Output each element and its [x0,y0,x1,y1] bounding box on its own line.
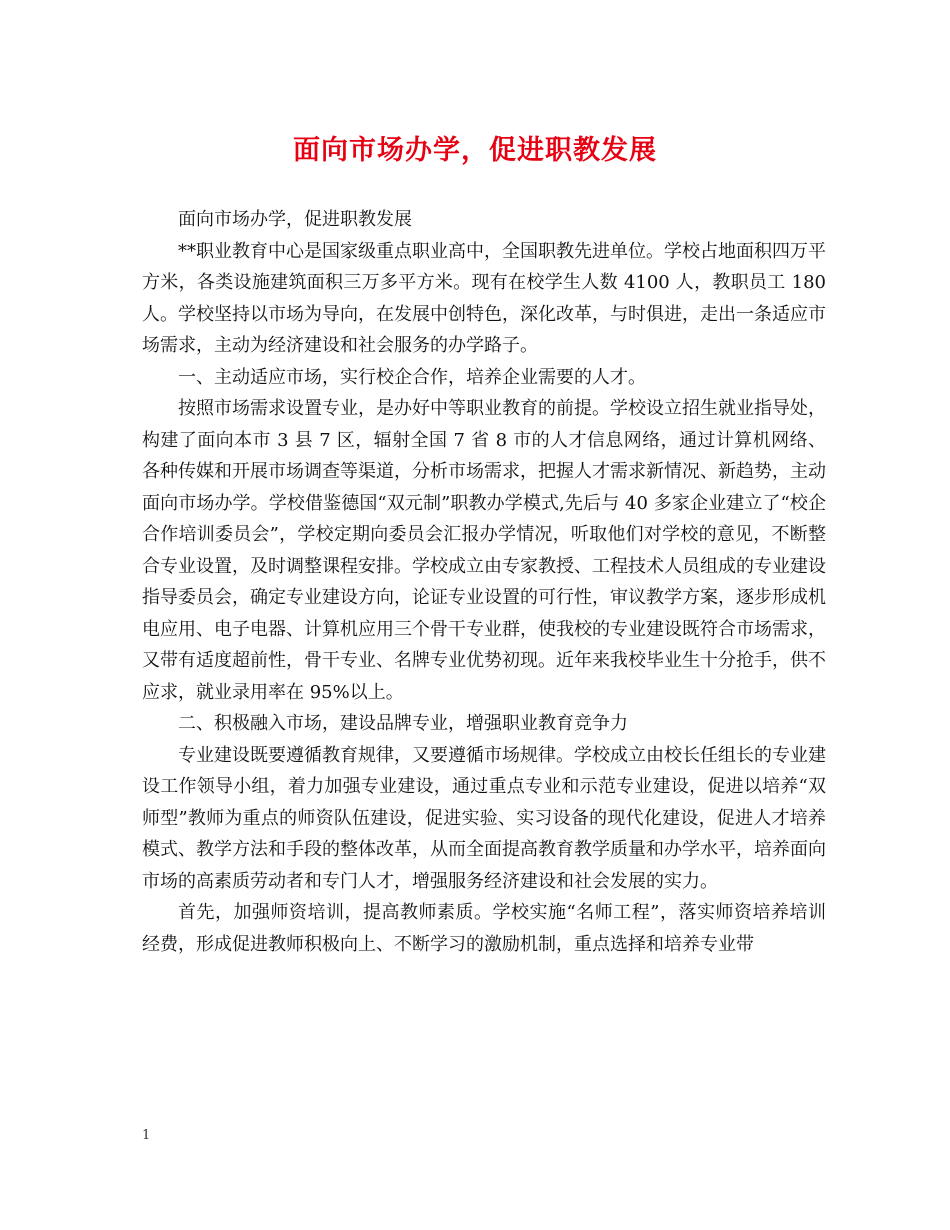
section-heading-1: 一、主动适应市场，实行校企合作，培养企业需要的人才。 [178,366,646,388]
document-title: 面向市场办学，促进职教发展 [293,135,657,166]
paragraph-section-2: 专业建设既要遵循教育规律，又要遵循市场规律。学校成立由校长任组长的专业建设工作领导小组，着力加强专业建设，通过重点专业和示范专业建设，促进以培养“双师型”教师为重点的师资队伍建设，促进实验、实习设备的现代化建设，促进人才培养模式、教学方法和手段的整体改革，从而全面提高教育教学质量和办学水平，培养面向市场的高素质劳动者和专门人才，增强服务经济建设和社会发展的实力。 [142,744,826,892]
paragraph-section-2-continued: 首先，加强师资培训，提高教师素质。学校实施“名师工程”，落实师资培养培训经费，形成促进教师积极向上、不断学习的激励机制，重点选择和培养专业带 [142,902,826,955]
paragraph-heading: 面向市场办学，促进职教发展 [178,209,412,230]
section-heading-2: 二、积极融入市场，建设品牌专业，增强职业教育竞争力 [178,713,628,734]
paragraph-section-1: 按照市场需求设置专业，是办好中等职业教育的前提。学校设立招生就业指导处，构建了面向本市 3 县 7 区，辐射全国 7 省 8 市的人才信息网络，通过计算机网络、各种传媒和开展市场调查等渠道，分析市场需求，把握人才需求新情况、新趋势，主动面向市场办学。学校借鉴德国“双元制”职教办学模式,先后与 40 多家企业建立了“校企合作培训委员会”，学校定期向委员会汇报办学情况，听取他们对学校的意见，不断整合专业设置，及时调整课程安排。学校成立由专家教授、工程技术人员组成的专业建设指导委员会，确定专业建设方向，论证专业设置的可行性，审议教学方案，逐步形成机电应用、电子电器、计算机应用三个骨干专业群，使我校的专业建设既符合市场需求，又带有适度超前性，骨干专业、名牌专业优势初现。近年来我校毕业生十分抢手，供不应求，就业录用率在 95%以上。 [142,398,826,703]
paragraph-intro: **职业教育中心是国家级重点职业高中，全国职教先进单位。学校占地面积四万平方米，各类设施建筑面积三万多平方米。现有在校学生人数 4100 人，教职员工 180 人。学校坚持以市场为导向，在发展中创特色，深化改革，与时俱进，走出一条适应市场需求，主动为经济建设和社会服务的办学路子。 [142,240,826,356]
document-body [142,204,826,960]
page-number: 1 [142,1128,151,1143]
